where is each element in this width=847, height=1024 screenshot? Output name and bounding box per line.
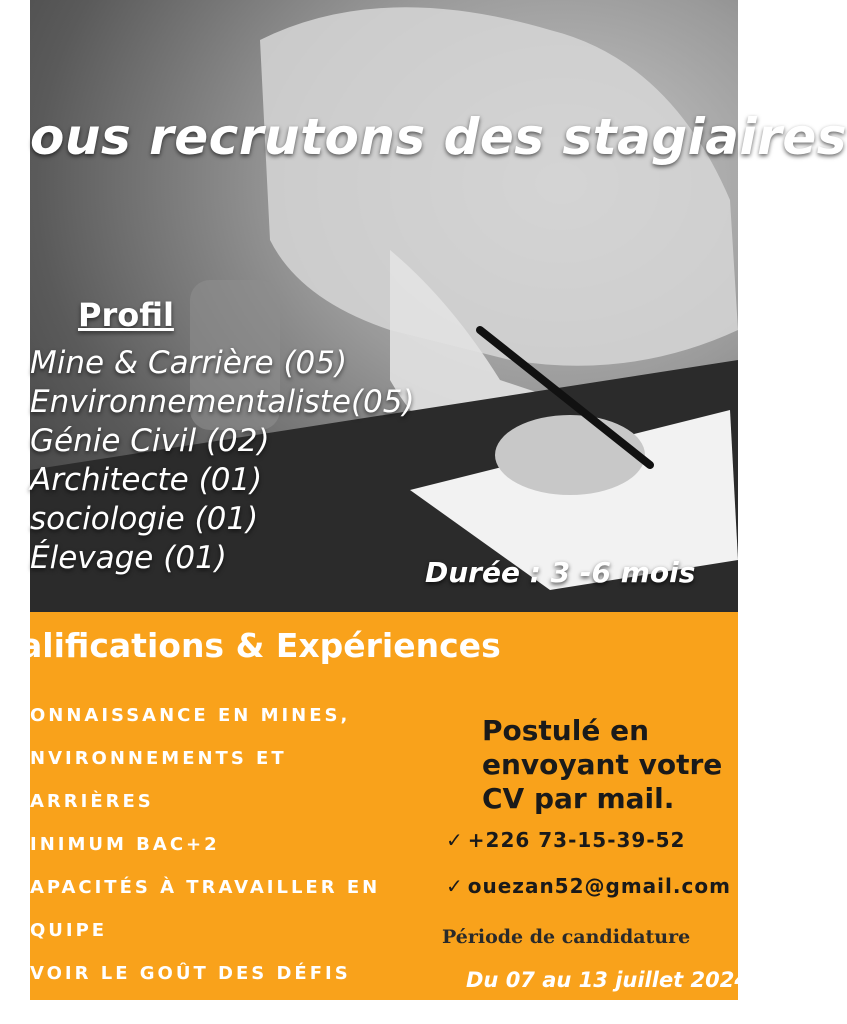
profil-item: sociologie (01) bbox=[30, 501, 259, 537]
checkmark-icon: ✓ bbox=[446, 828, 464, 852]
apply-line: CV par mail. bbox=[482, 782, 675, 815]
qualification-item: APACITÉS À TRAVAILLER EN bbox=[30, 877, 381, 898]
qualification-item: NVIRONNEMENTS ET bbox=[30, 748, 287, 769]
contact-phone bbox=[446, 828, 685, 852]
profil-item: Architecte (01) bbox=[30, 462, 263, 498]
qualification-item: QUIPE bbox=[30, 920, 108, 941]
qualification-item: VOIR LE GOÛT DES DÉFIS bbox=[30, 963, 351, 984]
qualifications-title: alifications & Expériences bbox=[20, 626, 501, 665]
qualifications-panel bbox=[20, 612, 749, 1000]
application-dates: Du 07 au 13 juillet 2024 bbox=[466, 968, 749, 992]
email-address: ouezan52@gmail.com bbox=[467, 874, 731, 898]
profil-item: Élevage (01) bbox=[30, 540, 227, 576]
profil-item: Génie Civil (02) bbox=[30, 423, 270, 459]
profil-title: Profil bbox=[78, 296, 174, 334]
headline: ous recrutons des stagiaires bbox=[30, 108, 847, 166]
checkmark-icon: ✓ bbox=[446, 874, 464, 898]
qualifications-list bbox=[30, 694, 380, 995]
qualification-item: INIMUM BAC+2 bbox=[30, 834, 220, 855]
phone-number: +226 73-15-39-52 bbox=[467, 828, 686, 852]
internship-duration: Durée : 3 -6 mois bbox=[425, 556, 696, 589]
profil-item: Mine & Carrière (05) bbox=[30, 345, 348, 381]
background-photo bbox=[30, 0, 847, 612]
apply-line: envoyant votre bbox=[482, 748, 723, 781]
profil-item: Environnementaliste(05) bbox=[30, 384, 415, 420]
qualification-item: ARRIÈRES bbox=[30, 791, 154, 812]
recruitment-poster bbox=[20, 0, 847, 1000]
apply-instructions bbox=[482, 714, 722, 816]
qualification-item: ONNAISSANCE EN MINES, bbox=[30, 705, 351, 726]
profil-list bbox=[30, 344, 415, 578]
apply-line: Postulé en bbox=[482, 714, 650, 747]
contact-email bbox=[446, 874, 731, 898]
application-period-label: Période de candidature bbox=[442, 926, 691, 948]
